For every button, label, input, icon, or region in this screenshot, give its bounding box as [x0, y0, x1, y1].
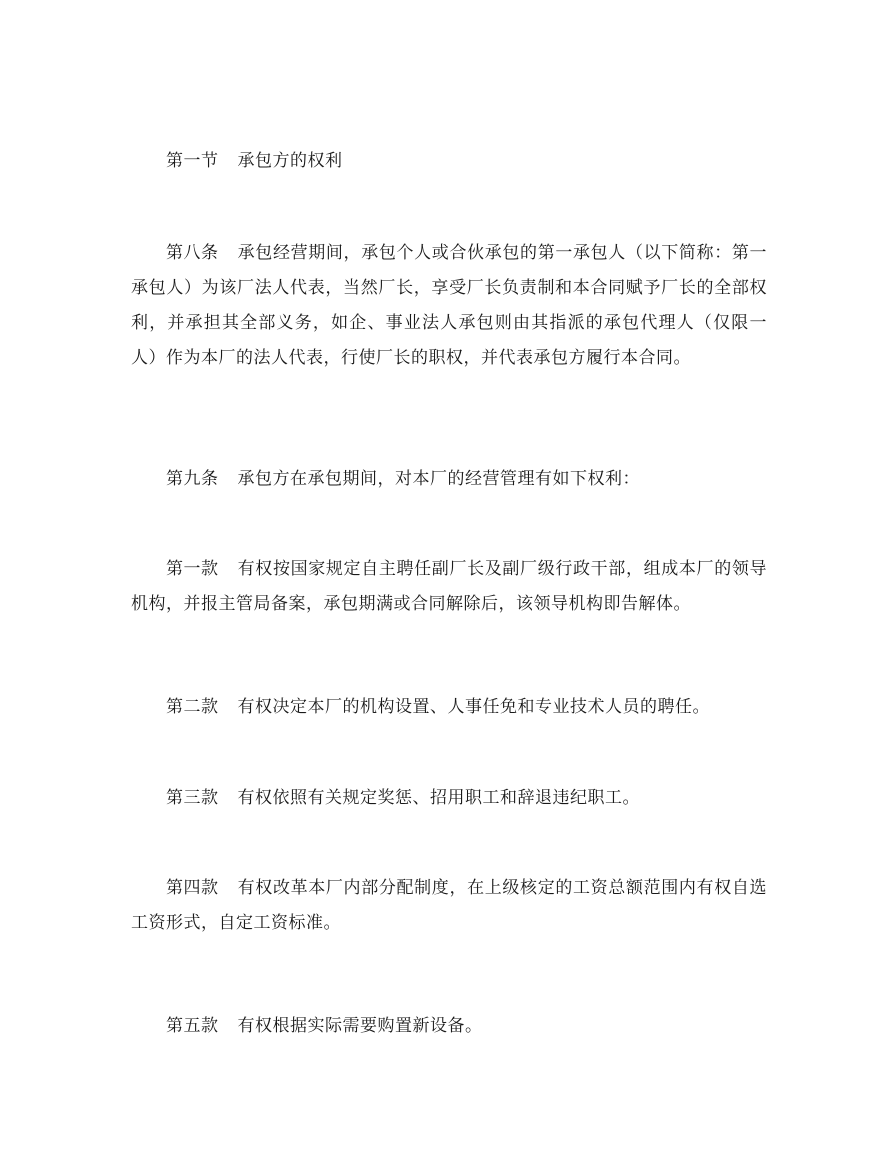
paragraph-text: 有权依照有关规定奖惩、招用职工和辞退违纪职工。 — [237, 788, 640, 808]
section-label: 第一节 — [166, 151, 219, 171]
paragraph-article-8 — [131, 236, 767, 376]
paragraph-text: 承包方在承包期间，对本厂的经营管理有如下权利： — [237, 469, 640, 489]
paragraph-label: 第一款 — [166, 559, 219, 579]
section-title — [131, 144, 767, 179]
paragraph-text: 有权决定本厂的机构设置、人事任免和专业技术人员的聘任。 — [237, 697, 710, 717]
paragraph-label: 第三款 — [166, 788, 219, 808]
paragraph-label: 第八条 — [166, 243, 219, 263]
paragraph-clause-4 — [131, 871, 767, 941]
paragraph-text: 有权改革本厂内部分配制度，在上级核定的工资总额范围内有权自选工资形式，自定工资标准。 — [131, 878, 767, 933]
paragraph-label: 第五款 — [166, 1016, 219, 1036]
paragraph-clause-1 — [131, 552, 767, 622]
paragraph-text: 有权根据实际需要购置新设备。 — [237, 1016, 483, 1036]
paragraph-clause-3 — [131, 781, 767, 816]
paragraph-article-9 — [131, 462, 767, 497]
paragraph-clause-2 — [131, 690, 767, 725]
paragraph-text: 有权按国家规定自主聘任副厂长及副厂级行政干部，组成本厂的领导机构，并报主管局备案，承包期满或合同解除后，该领导机构即告解体。 — [131, 559, 767, 614]
paragraph-label: 第九条 — [166, 469, 219, 489]
paragraph-clause-5 — [131, 1009, 767, 1044]
paragraph-text: 承包经营期间，承包个人或合伙承包的第一承包人（以下简称：第一承包人）为该厂法人代表，当然厂长，享受厂长负责制和本合同赋予厂长的全部权利，并承担其全部义务，如企、事业法人承包则由其指派的承包代理人（仅限一人）作为本厂的法人代表，行使厂长的职权，并代表承包方履行本合同。 — [131, 243, 767, 368]
paragraph-label: 第四款 — [166, 878, 219, 898]
paragraph-label: 第二款 — [166, 697, 219, 717]
section-title-text: 承包方的权利 — [237, 151, 343, 171]
